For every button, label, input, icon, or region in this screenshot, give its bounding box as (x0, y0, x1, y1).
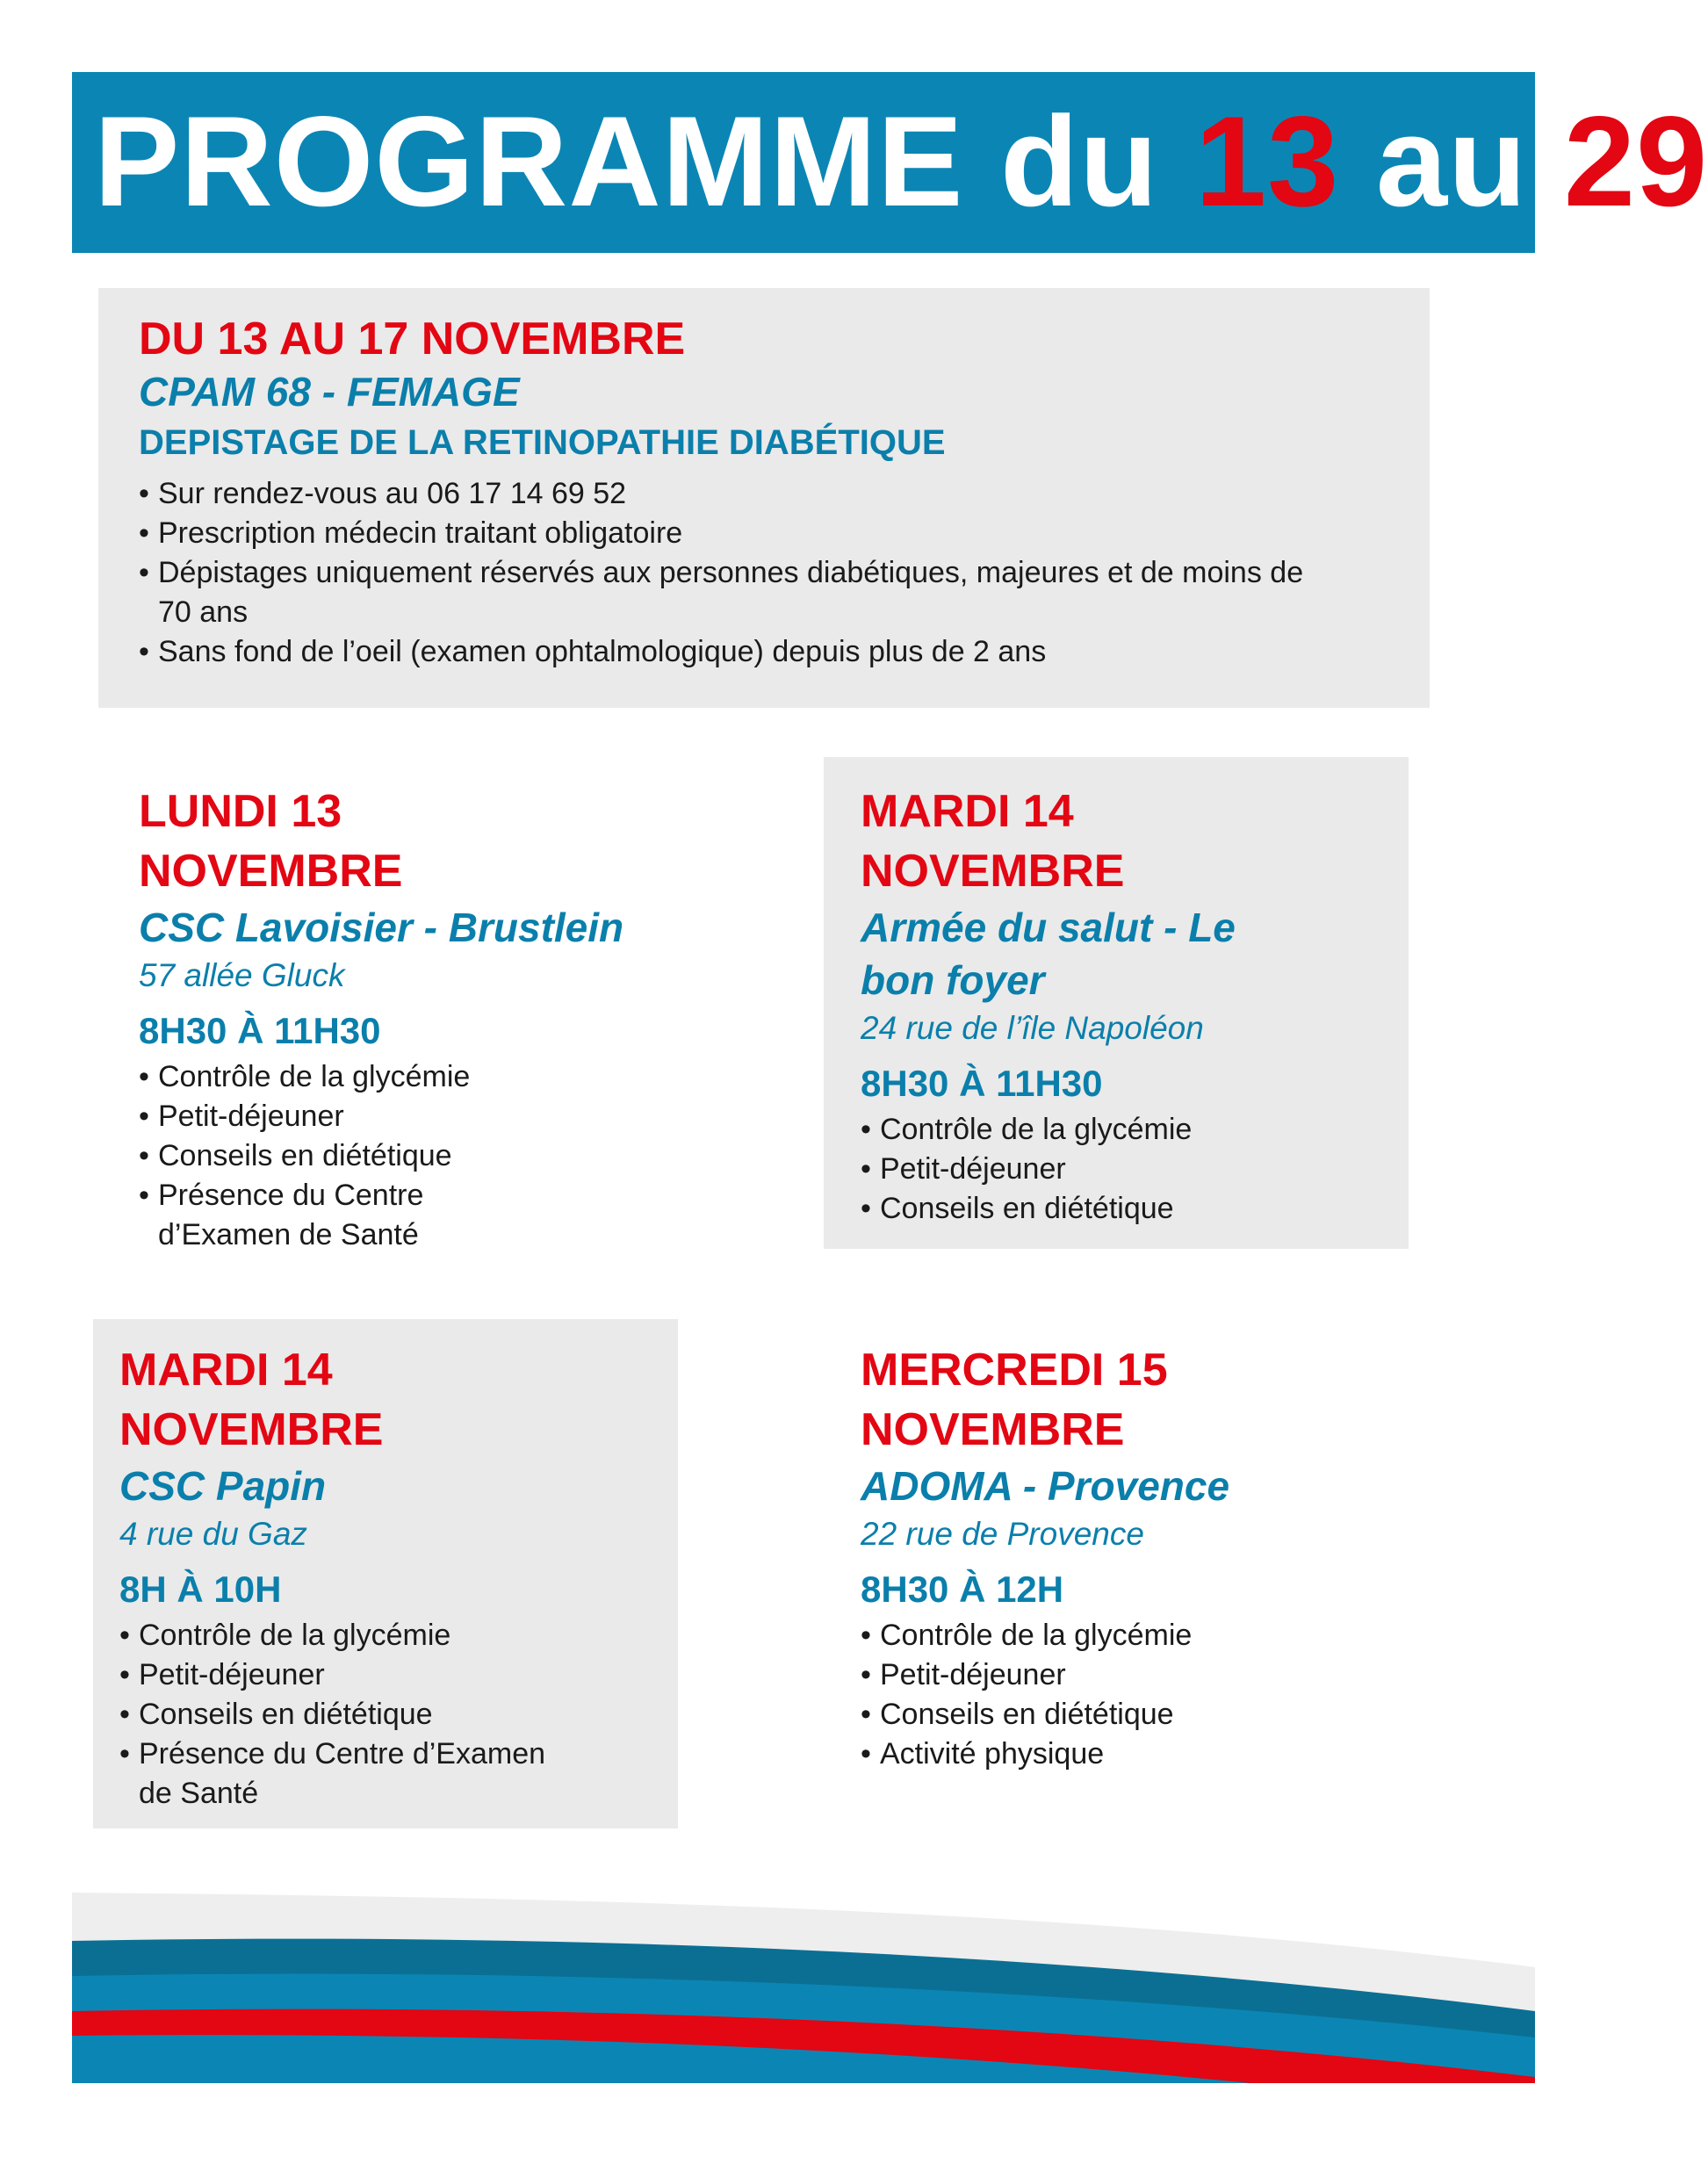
list-item: • Conseils en diététique (119, 1695, 655, 1734)
event-hours: 8H30 À 11H30 (861, 1063, 1103, 1104)
event-hours: 8H30 À 11H30 (139, 1010, 381, 1051)
event-date (139, 782, 701, 901)
event-month: NOVEMBRE (861, 846, 1125, 897)
event-day: LUNDI 13 (139, 786, 342, 837)
event-card-mercredi-15 (861, 1340, 1423, 1779)
event-address: 57 allée Gluck (139, 957, 345, 993)
list-item: • Petit-déjeuner (119, 1655, 655, 1695)
list-item: • Sans fond de l’oeil (examen ophtalmologique) depuis plus de 2 ans (139, 632, 1395, 672)
title-connector: au (1339, 90, 1564, 233)
event-date (119, 1340, 655, 1460)
event-card-mardi-14-armee-du-salut (824, 757, 1409, 1249)
intro-subtitle: DEPISTAGE DE LA RETINOPATHIE DIABÉTIQUE (139, 423, 946, 462)
event-day: MERCREDI 15 (861, 1345, 1168, 1396)
event-date (861, 1340, 1423, 1460)
list-item: • Présence du Centre d’Examen de Santé (119, 1734, 655, 1814)
list-item: • Contrôle de la glycémie (861, 1110, 1387, 1150)
title-start-day: 13 (1194, 90, 1340, 233)
list-item: • Contrôle de la glycémie (139, 1057, 701, 1097)
event-date (861, 782, 1387, 901)
wave-white-base (0, 2083, 1535, 2178)
title-end-day: 29 (1563, 90, 1708, 233)
event-venue: CSC Lavoisier - Brustlein (139, 905, 624, 950)
event-day: MARDI 14 (861, 786, 1074, 837)
list-item: • Conseils en diététique (139, 1136, 701, 1176)
event-hours: 8H À 10H (119, 1569, 282, 1610)
list-item: • Prescription médecin traitant obligatoire (139, 514, 1395, 553)
event-list (119, 1616, 655, 1814)
list-item: • Petit-déjeuner (861, 1655, 1423, 1695)
intro-panel (98, 288, 1430, 708)
event-address: 4 rue du Gaz (119, 1516, 307, 1552)
list-item: • Présence du Centre d’Examen de Santé (139, 1176, 701, 1255)
event-address: 22 rue de Provence (861, 1516, 1144, 1552)
list-item: • Contrôle de la glycémie (119, 1616, 655, 1655)
event-hours: 8H30 À 12H (861, 1569, 1064, 1610)
event-card-mardi-14-csc-papin (93, 1319, 678, 1828)
event-month: NOVEMBRE (861, 1404, 1125, 1455)
list-item: • Conseils en diététique (861, 1695, 1423, 1734)
event-list (861, 1616, 1423, 1774)
title-text: PROGRAMME du (94, 90, 1195, 233)
list-item: • Activité physique (861, 1734, 1423, 1774)
intro-date: DU 13 AU 17 NOVEMBRE (139, 314, 686, 364)
list-item: • Contrôle de la glycémie (861, 1616, 1423, 1655)
event-venue: ADOMA - Provence (861, 1463, 1230, 1509)
title-banner (72, 72, 1708, 253)
list-item: • Petit-déjeuner (139, 1097, 701, 1136)
list-item: • Petit-déjeuner (861, 1150, 1387, 1189)
decorative-waves (0, 1871, 1535, 2178)
event-venue: CSC Papin (119, 1463, 327, 1509)
event-list (861, 1110, 1387, 1229)
event-venue: Armée du salut - Le bon foyer (861, 905, 1236, 1003)
event-day: MARDI 14 (119, 1345, 333, 1396)
list-item: • Dépistages uniquement réservés aux personnes diabétiques, majeures et de moins de 70 ans (139, 553, 1395, 632)
list-item: • Conseils en diététique (861, 1189, 1387, 1229)
event-month: NOVEMBRE (119, 1404, 384, 1455)
event-month: NOVEMBRE (139, 846, 403, 897)
event-card-lundi-13 (139, 782, 701, 1256)
page-title (94, 91, 1708, 232)
event-address: 24 rue de l’île Napoléon (861, 1010, 1204, 1046)
list-item: • Sur rendez-vous au 06 17 14 69 52 (139, 474, 1395, 514)
intro-list (139, 474, 1395, 672)
event-list (139, 1057, 701, 1255)
intro-venue: CPAM 68 - FEMAGE (139, 369, 520, 415)
